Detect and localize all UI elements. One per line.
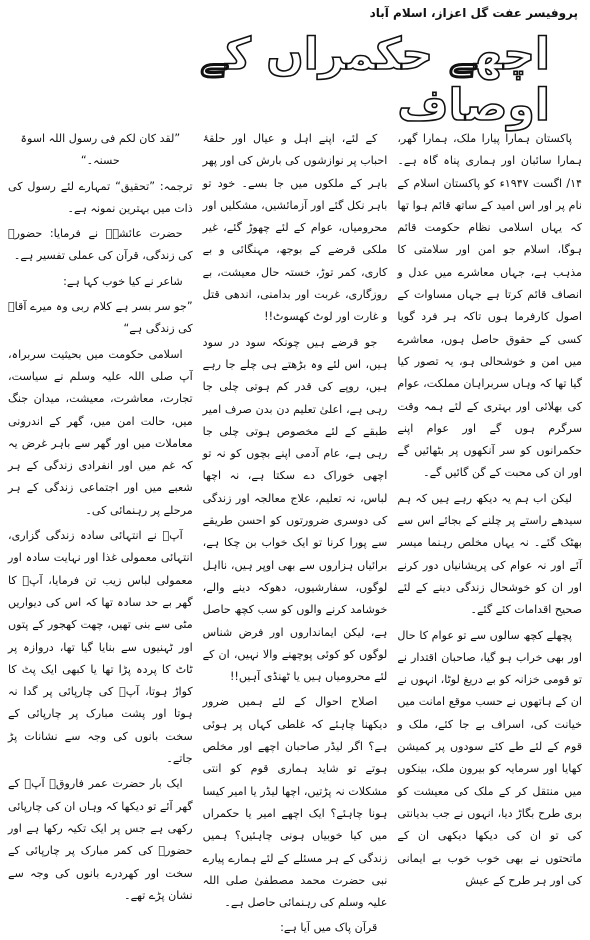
paragraph: جو قرضے ہیں چونکہ سود در سود ہیں، اس لئے وہ بڑھتے ہی چلے جا رہے ہیں، روپے کی قدر کم ہوتی چلی جا رہی ہے، اعلیٰ تعلیم دن بدن صرف امیر طبقے کے لئے مخصوص ہوتی چلی جا رہی ہے، عام آدمی اپنے بچوں کو نہ تو اچھی خوراک دے سکتا ہے، نہ اچھا لباس، نہ تعلیم، علاج معالجہ اور زندگی کی دوسری ضرورتوں کو احسن طریقے سے پورا کرنا تو ایک خواب بن چکا ہے، برائیاں ہزاروں سے بھی اوپر ہیں، نااہل لوگوں، سفارشیوں، دھوکہ دینے والے، خوشامد کرنے والوں کو سب کچھ حاصل ہے، لیکن ایمانداروں اور فرض شناس لوگوں کو کوئی پوچھنے والا نہیں، ان کے لئے محرومیاں ہیں یا ٹھنڈی آہیں!! [202,335,388,684]
paragraph: شاعر نے کیا خوب کہا ہے: [63,274,183,288]
paragraph: آپؐ نے انتہائی سادہ زندگی گزاری، انتہائی معمولی غذا اور نہایت سادہ اور معمولی لباس زیب تن فرمایا، آپؐ کا گھر بے حد سادہ تھا کہ اس کی دیواریں مٹی سے بنی تھیں، چھت کھجور کے پتوں اور ٹہنیوں سے بنایا گیا تھا، دروازہ پر ٹاٹ کا پردہ پڑا تھا یا کبھی ایک پٹ کا کواڑ ہوتا، آپؐ کی چارپائی پر گدا نہ ہوتا اور پشت مبارک پر چارپائی کے سخت بانوں کی وجہ سے نشانات پڑ جاتے۔ [7,529,193,766]
poetry-verse: ”جو سر بسر ہے کلام ربی وہ میرے آقاؐ کی زندگی ہے“ [7,300,193,336]
verse-translation: ترجمہ: ”تحقیق“ تمہارے لئے رسول کی ذات میں بہترین نمونہ ہے۔ [7,179,193,215]
paragraph: اسلامی حکومت میں بحیثیت سربراہ، آپ صلی اللہ علیہ وسلم نے سیاست، تجارت، معاشرت، معیشت، میدان جنگ میں، حالت امن میں، گھر کے اندرونی معاملات میں اور گھر سے باہر غرض یہ کہ غم میں اور انفرادی زندگی کے ہر شعبے میں اور اجتماعی زندگی کے ہر مرحلے پر رہنمائی کی۔ [7,347,193,517]
column-right [397,128,582,887]
quranic-verse: ”لقد کان لکم فی رسول اللہ اسوۃ حسنہ۔“ [20,132,181,168]
author-byline: پروفیسر عفت گل اعزاز، اسلام آباد [369,6,578,20]
paragraph: پاکستان ہمارا پیارا ملک، ہمارا گھر، ہمارا سائبان اور ہماری پناہ گاہ ہے۔ ۱۴/ اگست ۱۹۴۷ء کو پاکستان اسلام کے نام پر اور اس امید کے ساتھ قائم ہوا تھا کہ یہاں اسلامی نظام حکومت قائم ہوگا، اسلام جو امن اور سلامتی کا مذہب ہے، جہاں معاشرے میں عدل و انصاف قائم کرتا ہے جہاں مساوات کے اصول کارفرما ہوں تاکہ ہر فرد گویا کسی کے حقوق حاصل ہوں، معاشرے میں امن و خوشحالی ہو، یہ تصور کیا گیا تھا کہ وہاں سربراہان مملکت، عوام کی بھلائی اور بہتری کے لئے ہمہ وقت سرگرم ہوں گے اور عوام اپنے حکمرانوں کو سر آنکھوں پر بٹھائیں گے اور ان کی محبت کے گن گائیں گے۔ [397,132,582,480]
article-columns [7,128,582,935]
paragraph: پچھلے کچھ سالوں سے تو عوام کا حال اور بھی خراب ہو گیا، صاحبان اقتدار نے تو قومی خزانہ کو بے دریغ لوٹا، انہوں نے ان کے ہاتھوں نے حسب موقع امانت میں خیانت کی، اسراف بے جا کئے، ملک و قوم کے لئے طے کئے سودوں پر کمیشن کھایا اور سرمایہ کو بیرون ملک، بینکوں میں منتقل کر کے ملک کی معیشت کو بری طرح بگاڑ دیا، انہوں نے جب بدیانتی کی تو ان کی دیکھا دیکھی ان کے ماتحتوں نے بھی خوب خوب بے ایمانی کی اور ہر طرح کے عیش [397,628,582,887]
paragraph: اصلاح احوال کے لئے ہمیں ضرور دیکھنا چاہئے کہ غلطی کہاں پر ہوئی ہے؟ اگر لیڈر صاحبان اچھے اور مخلص ہوتے تو شاید ہماری قوم کو انتی مشکلات نہ پڑتیں، اچھا لیڈر یا امیر کیسا ہونا چاہئے؟ ایک اچھے امیر یا حکمراں میں کیا خوبیاں ہونی چاہئیں؟ ہمیں زندگی کے ہر مسئلے کے لئے ہمارے پیارے نبی حضرت محمد مصطفیٰ صلی اللہ علیہ وسلم کی رہنمائی حاصل ہے۔ [202,695,388,910]
paragraph: ایک بار حضرت عمر فاروقؓ آپؐ کے گھر آئے تو دیکھا کہ وہاں ان کی چارپائی رکھی ہے جس پر ایک تکیہ رکھا ہے اور حضورؐ کی کمر مبارک پر چارپائی کے سخت اور کھردرے بانوں کی وجہ سے نشان پڑے تھے۔ [7,777,193,902]
paragraph: قرآن پاک میں آیا ہے: [280,921,378,935]
article-title: اچھے حکمراں کے اوصاف [199,29,550,131]
paragraph: حضرت عائشہؓ نے فرمایا: حضورؐ کی زندگی، قرآن کی عملی تفسیر ہے۔ [7,227,193,263]
column-middle [202,128,388,935]
paragraph: کے لئے، اپنے اہل و عیال اور حلقۂ احباب پر نوازشوں کی بارش کی اور پھر باہر کے ملکوں میں جا بسے۔ خود تو باہر نکل گئے اور آزمائشیں، مشکلیں اور محرومیاں، عوام کے لئے چھوڑ گئے، غیر ملکی قرضے کے بوجھ، مہنگائی و بے کاری، کمر توڑ، خستہ حال معیشت، بے روزگاری، غربت اور بدامنی، اندھی قتل و غارت اور لوٹ کھسوٹ!! [202,132,388,324]
column-left [7,128,193,902]
paragraph: لیکن اب ہم یہ دیکھ رہے ہیں کہ ہم سیدھے راستے پر چلنے کے بجائے اس سے بھٹک گئے۔ نہ یہاں مخلص رہنما میسر آئے اور نہ عوام کی پریشانیاں دور کرنے اور ان کو خوشحال زندگی دینے کے لئے صحیح اقدامات کئے گئے۔ [397,491,582,617]
